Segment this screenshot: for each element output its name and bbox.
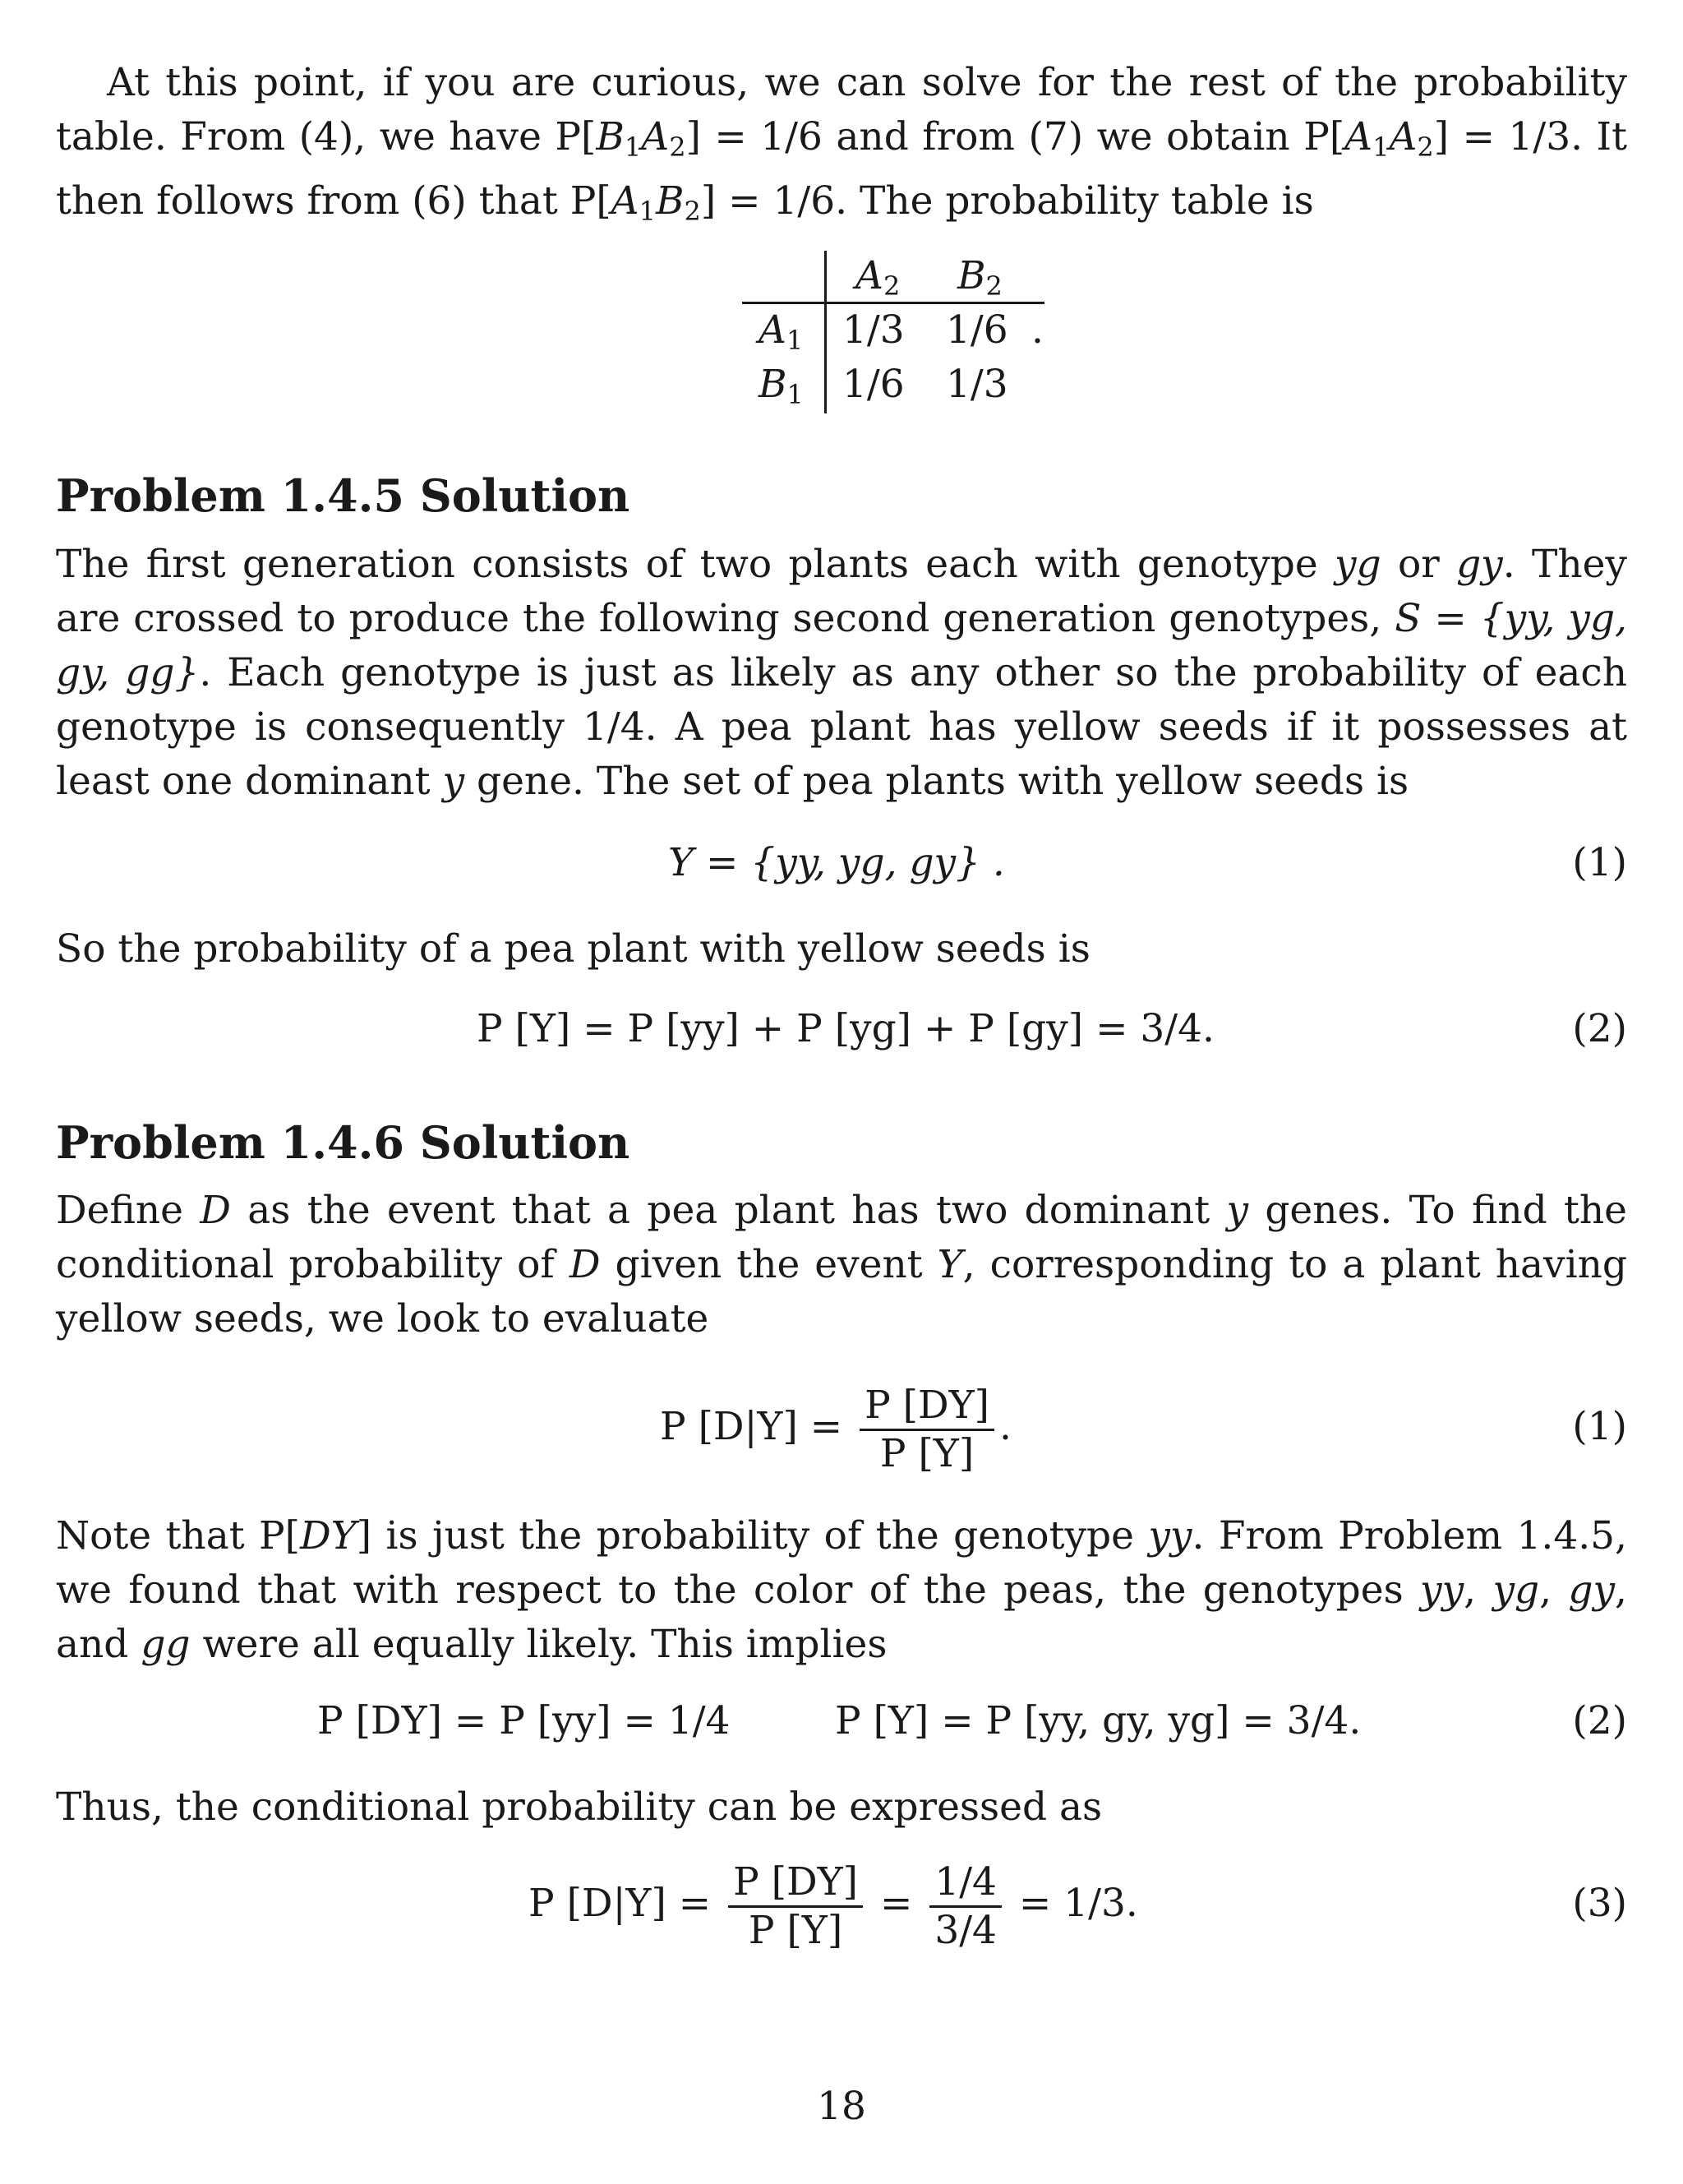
math-var: A	[611, 178, 639, 224]
math-var: A	[1389, 114, 1418, 159]
math-subscript: 2	[1417, 131, 1434, 163]
table-vertical-rule	[824, 251, 827, 413]
equation-145-2	[56, 996, 1627, 1062]
table-cell: 1/3	[842, 307, 905, 353]
equation-146-2	[56, 1688, 1627, 1754]
equation-146-3	[56, 1846, 1627, 1961]
math-subscript: 2	[684, 195, 701, 227]
table-cell: 1/3	[946, 362, 1008, 407]
math-var: S	[1395, 596, 1422, 641]
fraction: $\frac{P [DY]}{P [Y]}$	[860, 1383, 994, 1477]
intro-text-a: At this point, if you are curious, we can solve for the rest of the probability table. From (4), we have P[	[56, 60, 1627, 159]
table-cell: 1/6	[842, 362, 905, 407]
heading-problem-1-4-6: Problem 1.4.6 Solution	[56, 1116, 630, 1169]
problem-145-paragraph: The first generation consists of two plants each with genotype yg or gy. They are crossed to produce the following second generation genotypes, S = {yy, yg, gy, gg}. Each genotype is just as likely as any other so the probability of each genotype is consequently 1/4. A pea plant has yellow seeds if it possesses at least one dominant y gene. The set of pea plants with yellow seeds is	[56, 542, 1628, 804]
equation-body-left: P [DY] = P [yy] = 1/4	[317, 1698, 731, 1743]
math-subscript: 1	[639, 195, 656, 227]
math-subscript: 1	[624, 131, 642, 163]
math-subscript: 1	[1372, 131, 1390, 163]
math-var: y	[442, 759, 465, 804]
col-header-a2: $A_2$	[855, 253, 901, 302]
equation-number: (2)	[1572, 1698, 1627, 1743]
equation-body: P [D|Y] = $\frac{P [DY]}{P [Y]}$ = $\frac{1/4}{3/4}$ = 1/3.	[528, 1858, 1138, 1953]
math-var: B	[655, 178, 685, 224]
problem-146-paragraph-3: Thus, the conditional probability can be expressed as	[56, 1785, 1103, 1830]
intro-text-d: ] = 1/6. The probability table is	[700, 178, 1314, 224]
math-var: B	[596, 114, 625, 159]
problem-145-paragraph-2: So the probability of a pea plant with yellow seeds is	[56, 926, 1090, 972]
math-set: = {yy, yg, gy, gg}	[56, 596, 1627, 695]
math-genotype: gy	[1456, 542, 1503, 587]
math-var: Y	[937, 1242, 963, 1287]
math-var: y	[1226, 1188, 1248, 1233]
equation-body: P [D|Y] = $\frac{P [DY]}{P [Y]}$ .	[660, 1382, 1012, 1476]
math-genotype: yg	[1334, 542, 1381, 587]
document-page	[56, 0, 1627, 2184]
col-header-b2: $B_2$	[957, 253, 1003, 302]
equation-body: P [Y] = P [yy] + P [yg] + P [gy] = 3/4.	[477, 1006, 1215, 1051]
row-header-b1: $B_1$	[759, 362, 804, 410]
math-var: D	[200, 1188, 231, 1233]
equation-number: (1)	[1572, 1404, 1627, 1449]
fraction: $\frac{P [DY]}{P [Y]}$	[728, 1859, 863, 1954]
math-var: A	[1344, 114, 1373, 159]
row-header-a1: $A_1$	[759, 307, 804, 356]
equation-145-1	[56, 830, 1627, 896]
intro-paragraph	[56, 56, 1627, 238]
table-cell: 1/6	[946, 307, 1008, 353]
math-subscript: 2	[669, 131, 686, 163]
page-number: 18	[817, 2084, 866, 2129]
equation-body-right: P [Y] = P [yy, gy, yg] = 3/4.	[835, 1698, 1362, 1743]
heading-problem-1-4-5: Problem 1.4.5 Solution	[56, 469, 630, 522]
problem-146-paragraph: Define D as the event that a pea plant has two dominant y genes. To find the conditional probability of D given the event Y, corresponding to a plant having yellow seeds, we look to evaluate	[56, 1188, 1627, 1341]
equation-number: (3)	[1572, 1881, 1627, 1926]
equation-body: Y = {yy, yg, gy} .	[668, 840, 1005, 885]
math-var: D	[569, 1242, 601, 1287]
math-var: A	[641, 114, 670, 159]
equation-number: (2)	[1572, 1006, 1627, 1051]
problem-146-paragraph-2: Note that P[DY] is just the probability of the genotype yy. From Problem 1.4.5, we found that with respect to the color of the peas, the genotypes yy, yg, gy, and gg were all equally likely. This implies	[56, 1513, 1627, 1667]
table-trailing-period: .	[1031, 307, 1044, 353]
intro-text-b: ] = 1/6 and from (7) we obtain P[	[685, 114, 1345, 159]
fraction: $\frac{1/4}{3/4}$	[929, 1859, 1002, 1954]
equation-number: (1)	[1572, 840, 1627, 885]
equation-146-1	[56, 1369, 1627, 1484]
intro-text-c: ] = 1/3. It then follows from (6) that P[	[56, 114, 1627, 224]
